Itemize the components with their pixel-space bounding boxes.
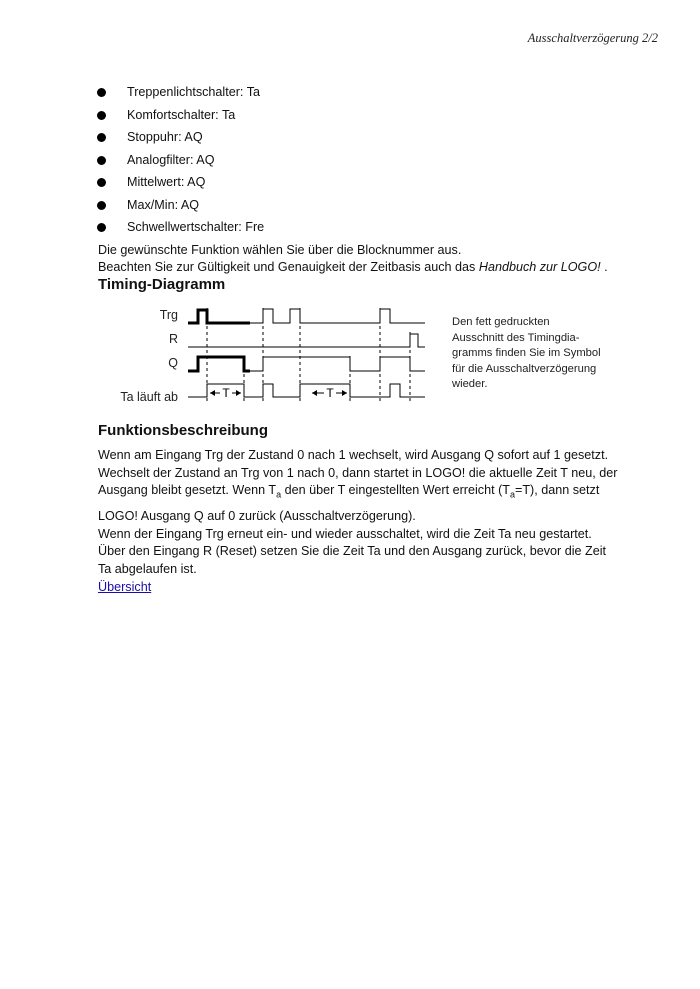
list-item: [96, 197, 264, 220]
paragraph: Über den Eingang R (Reset) setzen Sie die Zeit Ta und den Ausgang zurück, bevor die Zeit: [98, 544, 607, 559]
list-item-label: Komfortschalter: Ta: [127, 107, 236, 122]
caption-line: Ausschnitt des Timingdia-: [452, 331, 580, 344]
q-bold-trace: [188, 357, 250, 371]
caption-line: wieder.: [452, 378, 488, 391]
t-label-2: T: [326, 386, 334, 400]
signal-label-q: Q: [168, 356, 178, 370]
list-item: [96, 107, 264, 130]
paragraph: Ausgang bleibt gesetzt. Wenn $T_a$ den über T eingestellten Wert erreicht $(T_a=T)$, dann setzt: [98, 483, 600, 500]
bullet-icon: [97, 133, 106, 142]
list-item: [96, 152, 264, 175]
list-item-label: Treppenlichtschalter: Ta: [127, 85, 261, 99]
page-header: Ausschaltverzögerung 2/2: [527, 31, 658, 45]
diagram-caption: [452, 315, 601, 393]
list-item: [96, 84, 264, 107]
caption-line: gramms finden Sie im Symbol: [452, 347, 601, 360]
bullet-icon: [97, 88, 106, 97]
list-item-label: Analogfilter: AQ: [127, 152, 215, 167]
trg-trace: [250, 309, 425, 323]
bullet-icon: [97, 111, 106, 120]
function-heading: Funktionsbeschreibung: [98, 422, 269, 439]
t-label-1: T: [222, 386, 230, 400]
signal-label-r: R: [168, 332, 178, 346]
select-instruction: Die gewünschte Funktion wählen Sie über die Blocknummer aus.: [98, 243, 462, 257]
overview-link[interactable]: Übersicht: [98, 579, 152, 594]
paragraph: Wenn am Eingang Trg der Zustand 0 nach 1 wechselt, wird Ausgang Q sofort auf 1 gesetzt.: [98, 448, 609, 462]
trg-bold-trace: [188, 310, 250, 323]
note-suffix: .: [600, 260, 608, 274]
paragraph: Ta abgelaufen ist.: [98, 562, 197, 577]
list-item-label: Schwellwertschalter: Fre: [127, 220, 265, 234]
manual-title: Handbuch zur LOGO!: [478, 260, 601, 274]
r-trace: [188, 334, 425, 347]
paragraph: LOGO! Ausgang Q auf 0 zurück (Ausschaltverzögerung).: [98, 509, 416, 524]
list-item: [96, 219, 264, 242]
bullet-icon: [97, 178, 106, 187]
timebase-note: [98, 259, 608, 276]
q-trace: [250, 357, 425, 371]
bullet-icon: [97, 223, 106, 232]
bullet-icon: [97, 156, 106, 165]
function-list: [96, 84, 264, 242]
function-description: [98, 447, 618, 596]
caption-line: Den fett gedruckten: [452, 316, 550, 328]
list-item-label: Mittelwert: AQ: [127, 175, 206, 189]
timing-heading: Timing-Diagramm: [98, 276, 226, 293]
list-item: [96, 174, 264, 197]
list-item: [96, 129, 264, 152]
list-item-label: Stoppuhr: AQ: [127, 130, 203, 144]
note-text: Beachten Sie zur Gültigkeit und Genauigkeit der Zeitbasis auch das: [98, 260, 479, 274]
bullet-icon: [97, 201, 106, 210]
caption-line: für die Ausschaltverzögerung: [452, 362, 597, 375]
paragraph: Wechselt der Zustand an Trg von 1 nach 0, dann startet in LOGO! die aktuelle Zeit T neu, der: [98, 465, 618, 480]
paragraph: Wenn der Eingang Trg erneut ein- und wieder ausschaltet, wird die Zeit Ta neu gestartet.: [98, 526, 592, 541]
signal-label-ta: Ta läuft ab: [120, 390, 178, 404]
timing-diagram: [120, 300, 440, 412]
list-item-label: Max/Min: AQ: [127, 197, 200, 212]
signal-label-trg: Trg: [159, 308, 178, 322]
